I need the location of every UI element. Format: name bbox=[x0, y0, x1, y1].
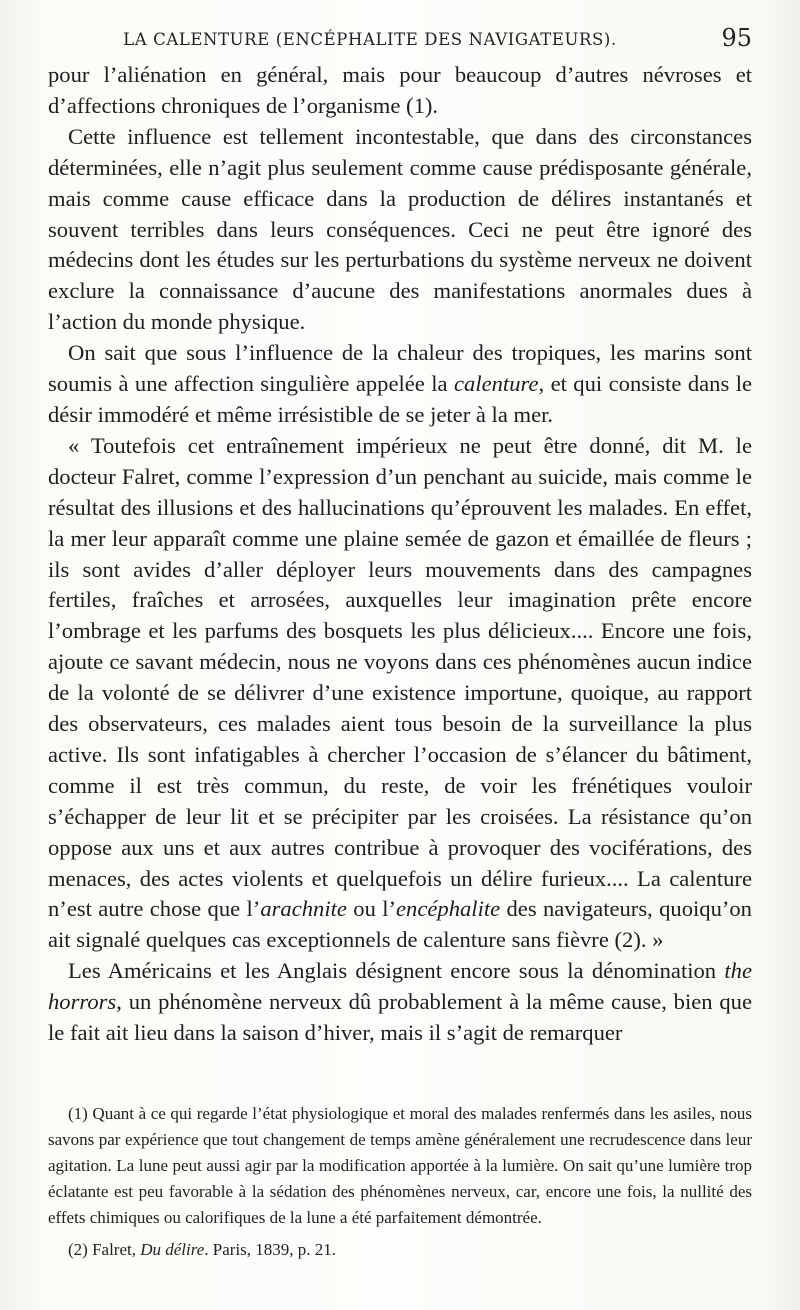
text-run: des navigateurs, quoiqu’on ait signalé quelques cas exceptionnels de calenture sans fièvre (2). » bbox=[48, 896, 752, 953]
paragraph-calenture bbox=[48, 338, 752, 431]
paragraph-quotation bbox=[48, 431, 752, 956]
text-run: , et qui consiste dans le désir immodéré et même irrésistible de se jeter à la mer. bbox=[48, 371, 753, 427]
running-title: LA CALENTURE (ENCÉPHALITE DES NAVIGATEURS). bbox=[123, 30, 617, 49]
page-header bbox=[48, 26, 752, 56]
text-run: . Paris, 1839, p. 21. bbox=[204, 1240, 337, 1259]
text-run: On sait que sous l’influence de la chaleur des tropiques, les marins sont soumis à une affection singulière appelée la bbox=[48, 340, 752, 397]
paragraph: Cette influence est tellement incontestable, que dans des circonstances déterminées, elle n’agit plus seulement comme cause prédisposante générale, mais comme cause efficace dans la production de délires instantanés et souvent terribles dans leurs conséquences. Ceci ne peut être ignoré des médecins dont les études sur les perturbations du système nerveux ne doivent exclure la connaissance d’aucune des manifestations anormales dues à l’action du monde physique. bbox=[48, 123, 752, 335]
italic-term: the horrors bbox=[48, 958, 752, 1015]
text-run: , un phénomène nerveux dû probablement à la même cause, bien que le fait ait lieu dans la saison d’hiver, mais il s’agit de remarquer bbox=[48, 989, 752, 1046]
text-run: ou l’ bbox=[346, 896, 397, 922]
text-run: (2) Falret, bbox=[68, 1240, 141, 1259]
italic-title: Du délire bbox=[140, 1240, 205, 1259]
footnote-2 bbox=[48, 1237, 752, 1263]
paragraph-continued: pour l’aliénation en général, mais pour beaucoup d’autres névroses et d’affections chroniques de l’organisme (1). bbox=[48, 62, 752, 118]
text-run: « Toutefois cet entraînement impérieux ne peut être donné, dit M. le docteur Falret, comme l’expression d’un penchant au suicide, mais comme le résultat des illusions et des hallucinations qu’éprouvent les malades. En effet, la mer leur apparaît comme une plaine semée de gazon et émaillée de fleurs ; ils sont avides d’aller déployer leurs mouvements dans des campagnes fertiles, fraîches et arrosées, auxquelles leur imagination prête encore l’ombrage et les parfums des bosquets les plus délicieux.... Encore une fois, ajoute ce savant médecin, nous ne voyons dans ces phénomènes aucun indice de la volonté de se délivrer d’une existence importune, quoique, au rapport des observateurs, ces malades aient tous besoin de la surveillance la plus active. Ils sont infatigables à chercher l’occasion de s’élancer du bâtiment, comme il est très commun, du reste, de voir les frénétiques vouloir s’échapper de leur lit et se précipiter par les croisées. La résistance qu’on oppose aux uns et aux autres contribue à provoquer des vociférations, des menaces, des actes violents et quelquefois un délire furieux.... La calenture n’est autre chose que l’ bbox=[48, 432, 752, 922]
italic-term: calenture bbox=[454, 371, 539, 397]
italic-term: arachnite bbox=[260, 896, 347, 922]
footnote-1: (1) Quant à ce qui regarde l’état physiologique et moral des malades renfermés dans les asiles, nous savons par expérience que tout changement de temps amène généralement une recrudescence dans leur agitation. La lune peut aussi agir par la modification apportée à la lumière. On sait qu’une lumière trop éclatante est peu favorable à la sédation des phénomènes nerveux, car, encore une fois, la nullité des effets chimiques ou calorifiques de la lune a été parfaitement démontrée. bbox=[48, 1104, 752, 1227]
footnotes bbox=[48, 1101, 752, 1263]
italic-term: encéphalite bbox=[396, 896, 501, 922]
page-number: 95 bbox=[721, 24, 752, 52]
text-run: Les Américains et les Anglais désignent encore sous la dénomination bbox=[68, 958, 725, 984]
main-text bbox=[48, 60, 752, 1049]
paragraph-horrors bbox=[48, 956, 752, 1049]
